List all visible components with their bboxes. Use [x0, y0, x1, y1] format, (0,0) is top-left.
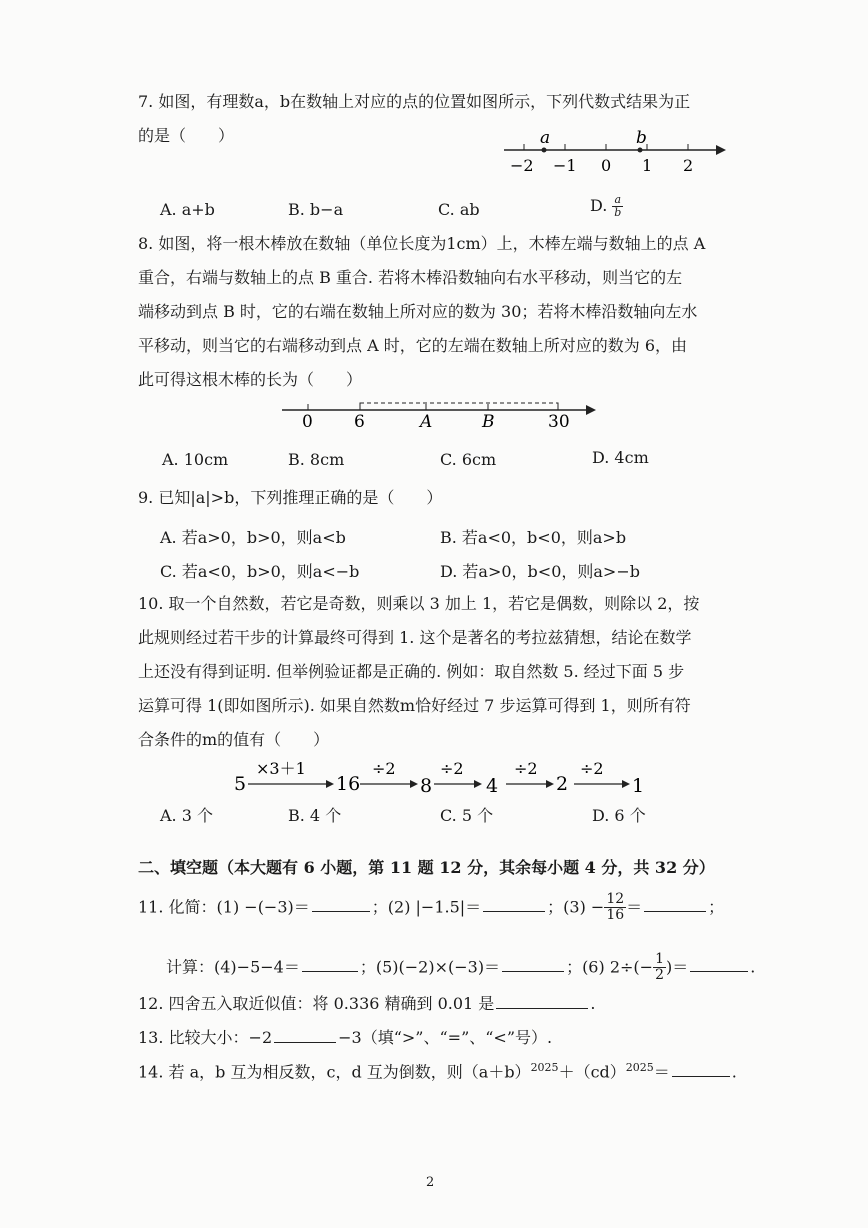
chain-op: ×3＋1: [256, 760, 306, 778]
q10-line: 上还没有得到证明. 但举例验证都是正确的. 例如：取自然数 5. 经过下面 5 步: [138, 662, 685, 681]
q11-part3: ；(3) −: [547, 897, 605, 917]
q10-line: 运算可得 1(即如图所示). 如果自然数m恰好经过 7 步运算可得到 1，则所有符: [138, 696, 691, 715]
q8-option-c[interactable]: C. 6cm: [440, 450, 497, 469]
chain-number: 1: [632, 775, 645, 797]
answer-blank[interactable]: [496, 994, 588, 1009]
q11-semicolon: ；: [708, 897, 725, 917]
chain-op: ÷2: [514, 760, 538, 778]
chain-number: 2: [556, 773, 569, 795]
chain-number: 16: [336, 773, 361, 795]
q10-option-a[interactable]: A. 3 个: [160, 806, 213, 825]
q8-line: 平移动，则当它的右端移动到点 A 时，它的左端在数轴上所对应的数为 6，由: [138, 336, 687, 355]
q8-point-a-label: A: [420, 412, 433, 432]
q9-option-c[interactable]: C. 若a<0，b>0，则a<−b: [160, 562, 360, 581]
answer-blank[interactable]: [502, 957, 564, 972]
q11-part4: 计算：(4)−5−4＝: [166, 957, 300, 977]
q14-pre: 14. 若 a，b 互为相反数，c，d 互为倒数，则（a＋b）: [138, 1062, 531, 1082]
q11-fraction: $\frac{12}{16}$: [606, 891, 625, 924]
q14-mid: ＋（cd）: [558, 1062, 626, 1082]
answer-blank[interactable]: [644, 897, 706, 912]
q11-part2: ；(2) |−1.5|＝: [371, 897, 482, 917]
page-number: 2: [426, 1175, 435, 1190]
chain-op: ÷2: [440, 760, 464, 778]
chain-number: 5: [234, 773, 247, 795]
q7-point-b-label: b: [636, 128, 647, 148]
q7-tick-label: −1: [553, 156, 577, 175]
q7-option-b[interactable]: B. b−a: [288, 200, 344, 219]
q11-part5: ；(5)(−2)×(−3)＝: [359, 957, 501, 977]
q7-tick-label: 1: [642, 156, 653, 175]
q11-fraction: $\frac{1}{2}$: [655, 951, 664, 984]
q8-tick-label: 30: [548, 412, 570, 432]
q7-option-d[interactable]: [590, 194, 623, 219]
q12-period: .: [590, 994, 596, 1013]
chain-op: ÷2: [372, 760, 396, 778]
q8-tick-label: 0: [302, 412, 313, 432]
section-heading: 二、填空题（本大题有 6 小题，第 11 题 12 分，其余每小题 4 分，共 32 分）: [138, 858, 715, 877]
q10-option-c[interactable]: C. 5 个: [440, 806, 494, 825]
chain-op: ÷2: [580, 760, 604, 778]
q8-option-a[interactable]: A. 10cm: [162, 450, 229, 469]
answer-blank[interactable]: [274, 1028, 336, 1043]
q9-option-b[interactable]: B. 若a<0，b<0，则a>b: [440, 528, 627, 547]
answer-blank[interactable]: [312, 897, 370, 912]
q8-line: 此可得这根木棒的长为（ ）: [138, 370, 363, 389]
q11-line2: [166, 952, 755, 984]
q7-tick-label: 0: [601, 156, 612, 175]
q7-tick-label: −2: [510, 156, 534, 175]
answer-blank[interactable]: [483, 897, 545, 912]
q11-eq: )＝: [665, 957, 689, 977]
answer-blank[interactable]: [690, 957, 748, 972]
q12-line: [138, 994, 595, 1012]
q8-option-b[interactable]: B. 8cm: [288, 450, 345, 469]
q14-period: .: [731, 1062, 737, 1082]
q7-option-d-label: D.: [590, 196, 608, 216]
q14-exponent: 2025: [625, 1061, 654, 1074]
q10-line: 10. 取一个自然数，若它是奇数，则乘以 3 加上 1，若它是偶数，则除以 2，按: [138, 594, 700, 613]
q7-tick-label: 2: [683, 156, 694, 175]
q7-option-d-fraction: $\frac{a}{b}$: [614, 193, 622, 220]
q10-line: 此规则经过若干步的计算最终可得到 1. 这个是著名的考拉兹猜想，结论在数学: [138, 628, 692, 647]
q13-pre: 13. 比较大小：−2: [138, 1028, 273, 1047]
q8-point-b-label: B: [482, 412, 495, 432]
q13-line: [138, 1028, 552, 1046]
q9-stem: 9. 已知|a|>b，下列推理正确的是（ ）: [138, 488, 443, 507]
q14-exponent: 2025: [530, 1061, 559, 1074]
q8-number-line: [280, 398, 600, 432]
answer-blank[interactable]: [672, 1062, 730, 1077]
q10-line: 合条件的m的值有（ ）: [138, 730, 330, 749]
q8-line: 重合，右端与数轴上的点 B 重合. 若将木棒沿数轴向右水平移动，则当它的左: [138, 268, 683, 287]
q11-period: .: [750, 957, 756, 977]
q14-line: [138, 1062, 737, 1080]
q7-option-a[interactable]: A. a+b: [160, 200, 215, 219]
q8-line: 端移动到点 B 时，它的右端在数轴上所对应的数为 30；若将木棒沿数轴向左水: [138, 302, 698, 321]
q7-line1: 7. 如图，有理数a，b在数轴上对应的点的位置如图所示，下列代数式结果为正: [138, 92, 691, 111]
answer-blank[interactable]: [302, 957, 358, 972]
q7-line2: 的是（ ）: [138, 126, 235, 145]
q7-number-line: [500, 126, 730, 178]
q8-option-d[interactable]: D. 4cm: [592, 448, 649, 467]
q10-option-b[interactable]: B. 4 个: [288, 806, 342, 825]
q7-option-c[interactable]: C. ab: [438, 200, 480, 219]
q7-point-a-label: a: [540, 128, 551, 148]
q11-eq: ＝: [626, 897, 643, 917]
q9-option-a[interactable]: A. 若a>0，b>0，则a<b: [160, 528, 346, 547]
q11-line1: [138, 892, 724, 924]
chain-number: 8: [420, 775, 433, 797]
q11-part1: 11. 化简：(1) −(−3)＝: [138, 897, 310, 917]
q14-eq: ＝: [653, 1062, 670, 1082]
q11-part6: ；(6) 2÷(−: [566, 957, 654, 977]
q9-option-d[interactable]: D. 若a>0，b<0，则a>−b: [440, 562, 640, 581]
chain-number: 4: [486, 775, 499, 797]
q8-line: 8. 如图，将一根木棒放在数轴（单位长度为1cm）上，木棒左端与数轴上的点 A: [138, 234, 706, 253]
q12-text: 12. 四舍五入取近似值：将 0.336 精确到 0.01 是: [138, 994, 495, 1013]
q8-tick-label: 6: [354, 412, 365, 432]
q13-post: −3（填“>”、“=”、“<”号）.: [338, 1028, 553, 1047]
q10-calculation-chain: [230, 760, 650, 800]
q10-option-d[interactable]: D. 6 个: [592, 806, 646, 825]
